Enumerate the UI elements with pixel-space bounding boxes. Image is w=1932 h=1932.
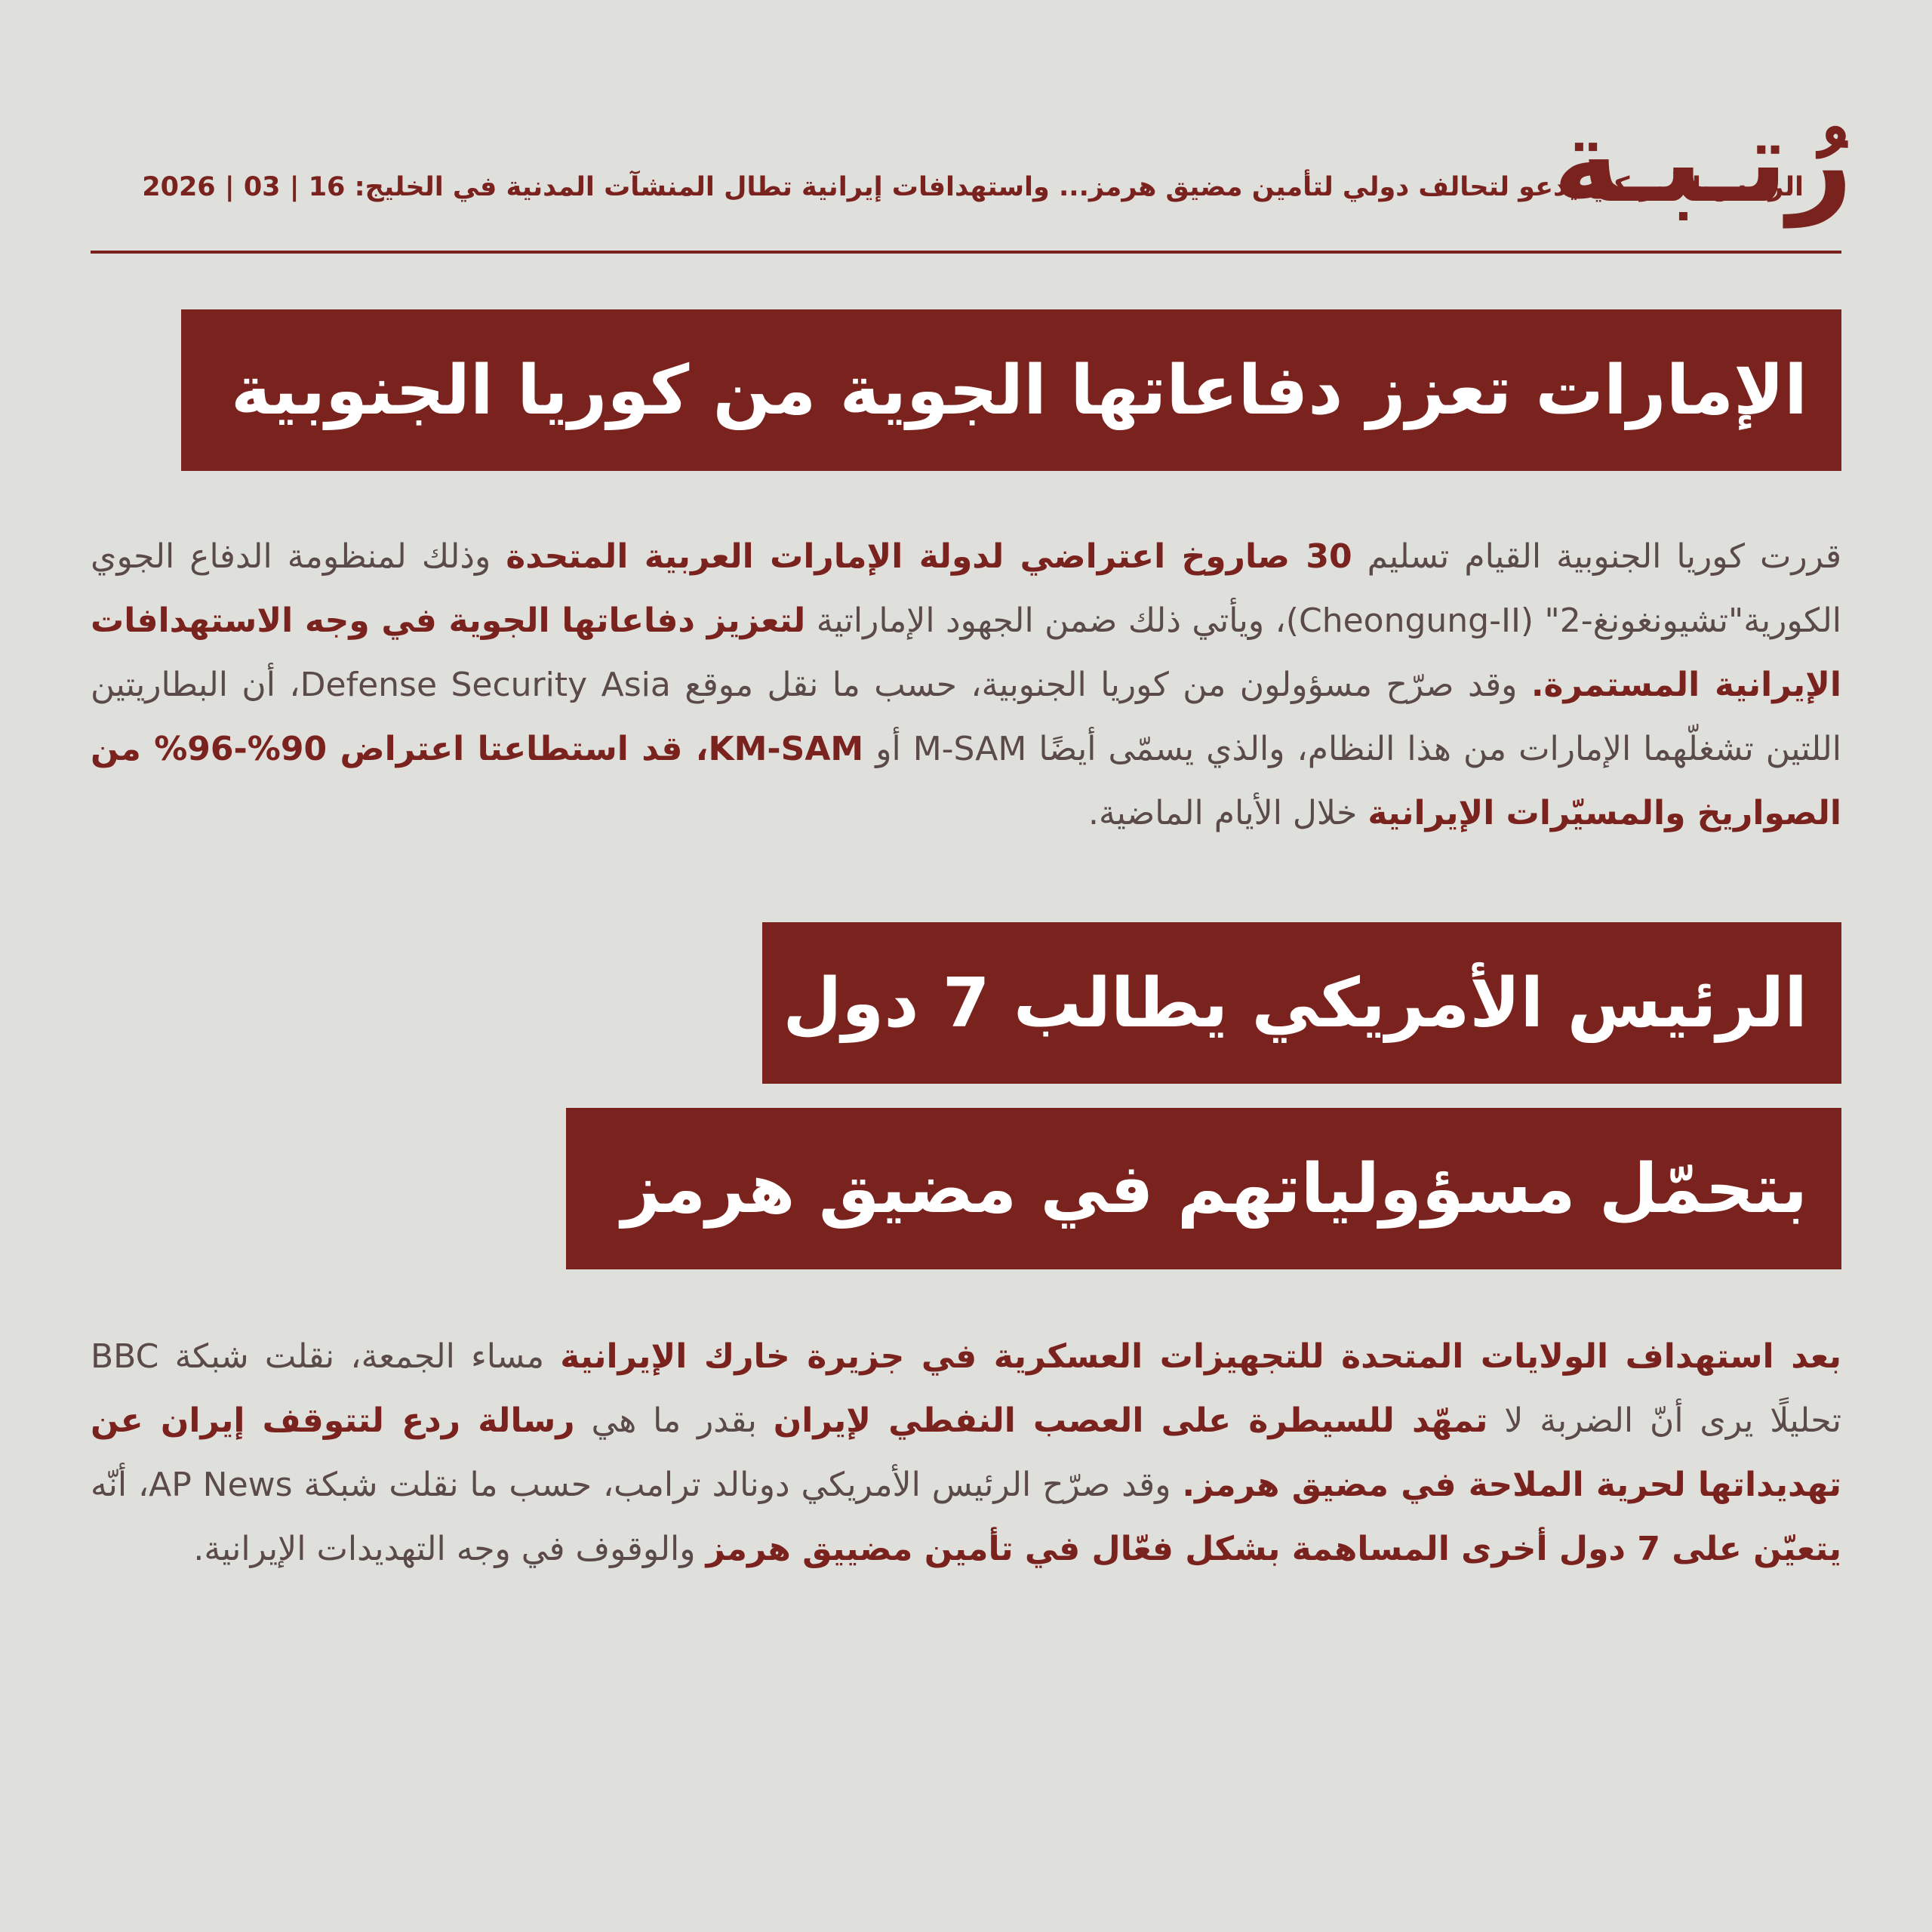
body-highlight: لتعزيز دفاعاتها الجوية في وجه الاستهدافات الإيرانية المستمرة. (91, 601, 1842, 704)
body-highlight: رسالة ردع لتتوقف إيران عن تهديداتها لحرية الملاحة في مضيق هرمز. (91, 1401, 1842, 1504)
body-text: بقدر ما هي (574, 1401, 774, 1440)
story1-title-text: الإمارات تعزز دفاعاتها الجوية من كوريا الجنوبية (230, 350, 1807, 430)
story2-title-line1 (762, 922, 1841, 1084)
brand-logo: رُتـبـة (1552, 97, 1853, 228)
body-text: خلال الأيام الماضية. (1088, 794, 1368, 832)
body-text: قررت كوريا الجنوبية القيام تسليم (1352, 537, 1841, 576)
body-text: وقد صرّح مسؤولون من كوريا الجنوبية، حسب ما نقل موقع Defense Security Asia، أن البطاريتين اللتين تشغلّهما الإمارات من هذا النظام، والذي يسمّى أيضًا M-SAM أو (91, 666, 1841, 768)
body-highlight: يتعيّن على 7 دول أخرى المساهمة بشكل فعّال في تأمين مضييق هرمز (706, 1530, 1841, 1568)
body-text: وقد صرّح الرئيس الأمريكي دونالد ترامب، حسب ما نقلت شبكة AP News، أنّه (91, 1466, 1183, 1504)
body-highlight: تمهّد للسيطرة على العصب النفطي لإيران (773, 1401, 1488, 1440)
body-text: والوقوف في وجه التهديدات الإيرانية. (193, 1530, 706, 1568)
story2-body (91, 1324, 1841, 1581)
headline-strip: الرئيس الأمريكي يدعو لتحالف دولي لتأمين مضيق هرمز... واستهدافات إيرانية تطال المنشآت المدنية في الخليج: 16 | 03 | 2026 (142, 172, 1804, 202)
body-highlight: 30 صاروخ اعتراضي لدولة الإمارات العربية المتحدة (506, 537, 1352, 576)
story2-title-line1-text: الرئيس الأمريكي يطالب 7 دول (783, 963, 1807, 1043)
body-highlight: KM-SAM، قد استطاعتا اعتراض 90%-96% من الصواريخ والمسيّرات الإيرانية (91, 730, 1841, 832)
header-divider (91, 251, 1841, 254)
story2-title-line2 (566, 1108, 1841, 1269)
story2-title-line2-text: بتحمّل مسؤولياتهم في مضيق هرمز (621, 1149, 1807, 1229)
body-highlight: بعد استهداف الولايات المتحدة للتجهيزات العسكرية في جزيرة خارك الإيرانية (560, 1337, 1841, 1376)
story1-title (181, 309, 1841, 471)
body-text: وذلك لمنظومة الدفاع الجوي الكورية"تشيونغونغ-2" (Cheongung-II)، ويأتي ذلك ضمن الجهود الإماراتية (91, 537, 1841, 640)
body-text: مساء الجمعة، نقلت شبكة BBC تحليلًا يرى أنّ الضربة لا (91, 1337, 1841, 1440)
story1-body (91, 525, 1841, 845)
